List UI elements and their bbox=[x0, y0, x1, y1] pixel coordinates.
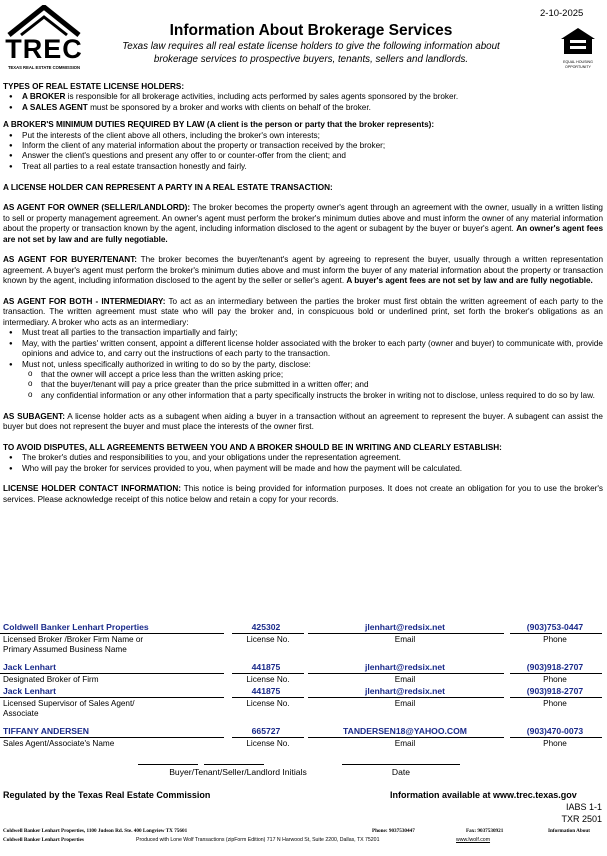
list-item: ● A SALES AGENT must be sponsored by a broker and works with clients on behalf of the broker. bbox=[3, 103, 603, 113]
form-name: Information About bbox=[548, 828, 590, 834]
body-content bbox=[3, 82, 603, 505]
intermediary-paragraph: AS AGENT FOR BOTH - INTERMEDIARY: To act as an intermediary between the parties the broker must first obtain the written agreement of each party to the transaction. The written agreement must state who will pay the broker and, in conspicuous bold or underlined print, set forth the broker's obligations as an intermediary. A broker who acts as an intermediary: bbox=[3, 297, 603, 327]
contact-paragraph: LICENSE HOLDER CONTACT INFORMATION: This notice is being provided for information purposes. It does not create an obligation for you to use the broker's services. Please acknowledge receipt of this notice below and retain a copy for your records. bbox=[3, 484, 603, 504]
duties-list bbox=[3, 131, 603, 173]
txr-number: TXR 2501 bbox=[561, 814, 602, 824]
email-label: Email bbox=[394, 739, 416, 748]
subagent-paragraph: AS SUBAGENT: A license holder acts as a subagent when aiding a buyer in a transaction without an agreement to represent the buyer. A subagent can assist the buyer but does not represent the buyer and must place the interests of the owner first. bbox=[3, 411, 603, 431]
types-list bbox=[3, 92, 603, 113]
row-label: Sales Agent/Associate's Name bbox=[3, 739, 115, 748]
produced-note: Produced with Lone Wolf Transactions (zipForm Edition) 717 N Harwood St, Suite 2200, Dallas, TX 75201 bbox=[136, 837, 380, 843]
phone-value[interactable]: (903)918-2707 bbox=[526, 662, 584, 672]
license-label: License No. bbox=[246, 699, 290, 708]
disputes-heading: TO AVOID DISPUTES, ALL AGREEMENTS BETWEEN YOU AND A BROKER SHOULD BE IN WRITING AND CLEARLY ESTABLISH: bbox=[3, 442, 502, 452]
license-label: License No. bbox=[246, 739, 290, 748]
equal-housing-logo: EQUAL HOUSING OPPORTUNITY bbox=[557, 27, 599, 67]
list-item: o that the buyer/tenant will pay a price greater than the price submitted in a written offer; and bbox=[3, 380, 603, 390]
regulated-note: Regulated by the Texas Real Estate Commission bbox=[3, 790, 211, 800]
phone-label: Phone bbox=[543, 739, 567, 748]
disputes-list bbox=[3, 453, 603, 474]
email-label: Email bbox=[394, 675, 416, 684]
office-phone: Phone: 9037530447 bbox=[372, 828, 415, 834]
phone-label: Phone bbox=[543, 635, 567, 644]
represent-heading: A LICENSE HOLDER CAN REPRESENT A PARTY IN A REAL ESTATE TRANSACTION: bbox=[3, 182, 333, 192]
email-value[interactable]: TANDERSEN18@YAHOO.COM bbox=[343, 726, 467, 736]
license-number[interactable]: 665727 bbox=[251, 726, 281, 736]
list-item: ● Put the interests of the client above all others, including the broker's own interests; bbox=[3, 131, 603, 141]
broker-firm-name[interactable]: Coldwell Banker Lenhart Properties bbox=[3, 622, 149, 632]
logo-text: TREC bbox=[5, 34, 83, 64]
owner-agent-paragraph: AS AGENT FOR OWNER (SELLER/LANDLORD): The broker becomes the property owner's agent through an agreement with the owner, usually in a written listing to sell or property management agreement. An owner's agent must perform the broker's minimum duties above and must inform the owner of any material information about the property or transaction known by the agent, including information disclosed to the agent or subagent by the buyer or buyer's agent. An owner's agent fees are not set by law and are fully negotiable. bbox=[3, 203, 604, 244]
email-label: Email bbox=[394, 699, 416, 708]
initials-line-1[interactable] bbox=[138, 764, 198, 765]
page-title: Information About Brokerage Services bbox=[169, 22, 453, 39]
phone-label: Phone bbox=[543, 675, 567, 684]
supervisor-name[interactable]: Jack Lenhart bbox=[3, 686, 57, 696]
firm-name: Coldwell Banker Lenhart Properties bbox=[3, 837, 84, 843]
intermediary-list bbox=[3, 328, 603, 370]
list-item: ● Who will pay the broker for services provided to you, when payment will be made and how the payment will be calculated. bbox=[3, 464, 603, 474]
row-label: Designated Broker of Firm bbox=[3, 675, 99, 684]
office-fax: Fax: 9037530921 bbox=[466, 828, 504, 834]
list-item: o that the owner will accept a price less than the written asking price; bbox=[3, 370, 603, 380]
sales-agent-name[interactable]: TIFFANY ANDERSEN bbox=[3, 726, 89, 736]
logo-subtext: TEXAS REAL ESTATE COMMISSION bbox=[7, 65, 81, 70]
list-item: ● Treat all parties to a real estate transaction honestly and fairly. bbox=[3, 162, 603, 172]
form-number: IABS 1-1 bbox=[565, 802, 602, 812]
license-label: License No. bbox=[246, 675, 290, 684]
date-line[interactable] bbox=[342, 764, 460, 765]
initials-line-2[interactable] bbox=[204, 764, 264, 765]
list-item: ● A BROKER is responsible for all brokerage activities, including acts performed by sales agents sponsored by the broker. bbox=[3, 92, 603, 102]
page-subtitle: Texas law requires all real estate license holders to give the following information about brokerage services to prospective buyers, tenants, sellers and landlords. bbox=[122, 41, 500, 65]
office-address: Coldwell Banker Lenhart Properties, 1100 Judson Rd. Ste. 400 Longview TX 75601 bbox=[3, 828, 188, 834]
buyer-agent-paragraph: AS AGENT FOR BUYER/TENANT: The broker becomes the buyer/tenant's agent by agreeing to represent the buyer, usually through a written representation agreement. A buyer's agent must perform the broker's minimum duties above and must inform the buyer of any material information about the property or transaction known by the agent, including information disclosed to the agent by the seller or seller's agent. A buyer's agent fees are not set by law and are fully negotiable. bbox=[3, 255, 603, 286]
info-link[interactable]: Information available at www.trec.texas.gov bbox=[390, 790, 577, 800]
phone-label: Phone bbox=[543, 699, 567, 708]
equal-housing-icon bbox=[557, 27, 599, 57]
list-item: ● Inform the client of any material information about the property or transaction received by the broker; bbox=[3, 141, 603, 151]
license-label: License No. bbox=[246, 635, 290, 644]
trec-logo bbox=[3, 5, 85, 75]
list-item: o any confidential information or any other information that a party specifically instructs the broker in writing not to disclose, unless required to do so by law. bbox=[3, 391, 603, 401]
list-item: ● Answer the client's questions and present any offer to or counter-offer from the client; and bbox=[3, 151, 603, 161]
list-item: ● Must treat all parties to the transaction impartially and fairly; bbox=[3, 328, 603, 338]
date-label: Date bbox=[391, 767, 411, 777]
row-label: Licensed Supervisor of Sales Agent/ Associate bbox=[3, 699, 135, 719]
list-item: ● May, with the parties' written consent, appoint a different license holder associated with the broker to each party (owner and buyer) to communicate with, provide opinions and advice to, and carry out the instructions of each party to the transaction. bbox=[3, 339, 603, 360]
phone-value[interactable]: (903)753-0447 bbox=[526, 622, 584, 632]
email-value[interactable]: jlenhart@redsix.net bbox=[364, 622, 446, 632]
duties-heading: A BROKER'S MINIMUM DUTIES REQUIRED BY LAW (A client is the person or party that the broker represents): bbox=[3, 120, 435, 130]
list-item: ● Must not, unless specifically authorized in writing to do so by the party, disclose: bbox=[3, 360, 603, 370]
license-number[interactable]: 441875 bbox=[251, 686, 281, 696]
license-number[interactable]: 441875 bbox=[251, 662, 281, 672]
lwolf-link[interactable]: www.lwolf.com bbox=[456, 837, 491, 843]
list-item: ● The broker's duties and responsibilities to you, and your obligations under the representation agreement. bbox=[3, 453, 603, 463]
types-heading: TYPES OF REAL ESTATE LICENSE HOLDERS: bbox=[3, 82, 185, 91]
email-label: Email bbox=[394, 635, 416, 644]
designated-broker-name[interactable]: Jack Lenhart bbox=[3, 662, 57, 672]
phone-value[interactable]: (903)470-0073 bbox=[526, 726, 584, 736]
email-value[interactable]: jlenhart@redsix.net bbox=[364, 662, 446, 672]
intermediary-sublist bbox=[3, 370, 603, 401]
license-number[interactable]: 425302 bbox=[251, 622, 281, 632]
phone-value[interactable]: (903)918-2707 bbox=[526, 686, 584, 696]
form-date: 2-10-2025 bbox=[540, 8, 584, 19]
email-value[interactable]: jlenhart@redsix.net bbox=[364, 686, 446, 696]
initials-label: Buyer/Tenant/Seller/Landlord Initials bbox=[169, 767, 307, 777]
row-label: Licensed Broker /Broker Firm Name or Primary Assumed Business Name bbox=[3, 635, 144, 655]
